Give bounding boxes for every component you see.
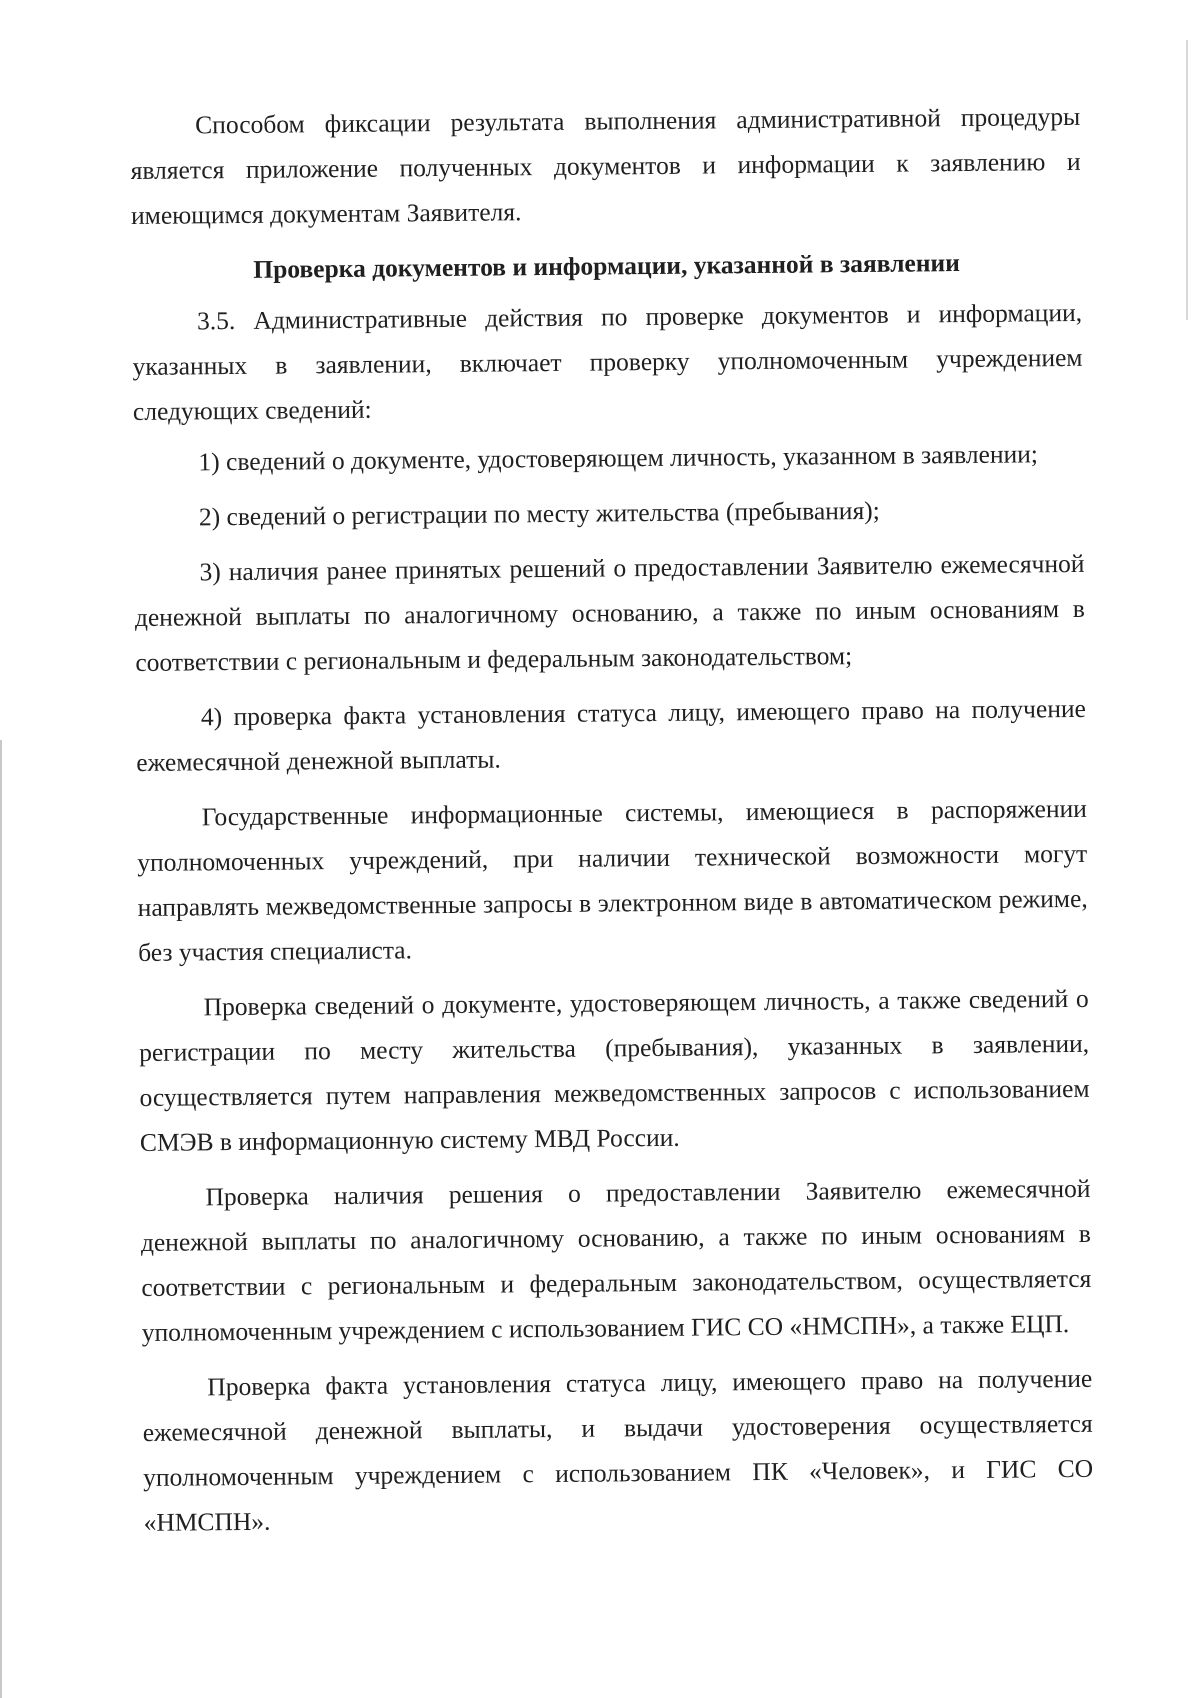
list-item: 1) сведений о документе, удостоверяющем личность, указанном в заявлении; [198, 439, 1039, 477]
paragraph-3-5: 3.5. Административные действия по проверке документов и информации, указанных в заявлении, включает проверку уполномоченным учреждением следующих сведений: [132, 297, 1083, 426]
document-body [130, 94, 1094, 1555]
paragraph-identity-check: Проверка сведений о документе, удостоверяющем личность, а также сведений о регистрации по месту жительства (пребывания), указанных в заявлении, осуществляется путем направления межведомственных запросов с использованием СМЭВ в информационную систему МВД России. [138, 983, 1090, 1157]
paragraph-status-check: Проверка факта установления статуса лицу, имеющего право на получение ежемесячной денежной выплаты, и выдачи удостоверения осуществляется уполномоченным учреждением с использованием ПК «Человек», и ГИС СО «НМСПН». [142, 1363, 1094, 1537]
scan-edge-right [1186, 40, 1188, 320]
list-item: 2) сведений о регистрации по месту жительства (пребывания); [198, 495, 880, 532]
paragraph-decision-check: Проверка наличия решения о предоставлении Заявителю ежемесячной денежной выплаты по аналогичному основанию, а также по иным основаниям в соответствии с региональным и федеральным законодательством, осуществляется уполномоченным учреждением с использованием ГИС СО «НМСПН», а также ЕЦП. [140, 1173, 1092, 1347]
paragraph-result-fixation: Способом фиксации результата выполнения административной процедуры является приложение полученных документов и информации к заявлению и имеющимся документам Заявителя. [130, 101, 1081, 230]
paragraph-information-systems: Государственные информационные системы, имеющиеся в распоряжении уполномоченных учреждений, при наличии технической возможности могут направлять межведомственные запросы в электронном виде в автоматическом режиме, без участия специалиста. [137, 793, 1088, 967]
section-heading: Проверка документов и информации, указанной в заявлении [253, 248, 960, 284]
list-item: 4) проверка факта установления статуса лицу, имеющего право на получение ежемесячной денежной выплаты. [136, 693, 1086, 777]
list-item: 3) наличия ранее принятых решений о предоставлении Заявителю ежемесячной денежной выплаты по аналогичному основанию, а также по иным основаниям в соответствии с региональным и федеральным законодательством; [134, 548, 1086, 677]
scan-edge-left [0, 740, 2, 1698]
